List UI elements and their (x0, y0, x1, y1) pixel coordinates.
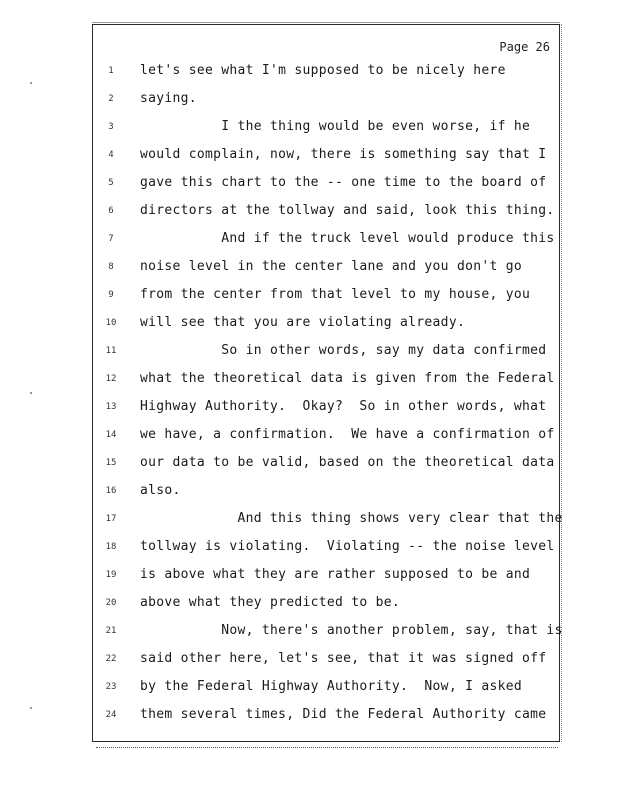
line-text: gave this chart to the -- one time to the board of (140, 175, 547, 190)
transcript-line (0, 539, 618, 570)
transcript-line (0, 483, 618, 514)
line-text: saying. (140, 91, 197, 106)
line-number: 24 (105, 710, 117, 720)
line-number: 22 (105, 654, 117, 664)
line-text: our data to be valid, based on the theoretical data (140, 455, 555, 470)
bottom-rule (96, 747, 558, 749)
transcript-line (0, 91, 618, 122)
line-number: 11 (105, 346, 117, 356)
line-number: 17 (105, 514, 117, 524)
transcript-line (0, 343, 618, 374)
transcript-line (0, 147, 618, 178)
line-text: them several times, Did the Federal Authority came (140, 707, 547, 722)
line-number: 5 (108, 178, 114, 188)
line-number: 18 (105, 542, 117, 552)
line-text: So in other words, say my data confirmed (140, 343, 547, 358)
line-number: 10 (105, 318, 117, 328)
line-number: 19 (105, 570, 117, 580)
line-text: by the Federal Highway Authority. Now, I asked (140, 679, 522, 694)
page-number: Page 26 (499, 40, 550, 54)
transcript-line (0, 623, 618, 654)
scan-speck (30, 707, 32, 709)
line-text: what the theoretical data is given from the Federal (140, 371, 555, 386)
transcript-line (0, 651, 618, 682)
transcript-line (0, 427, 618, 458)
line-text: will see that you are violating already. (140, 315, 466, 330)
line-number: 9 (108, 290, 114, 300)
line-number: 6 (108, 206, 114, 216)
line-text: directors at the tollway and said, look this thing. (140, 203, 555, 218)
line-number: 7 (108, 234, 114, 244)
line-number: 15 (105, 458, 117, 468)
line-text: noise level in the center lane and you don't go (140, 259, 522, 274)
line-number: 12 (105, 374, 117, 384)
transcript-line (0, 231, 618, 262)
transcript-line (0, 203, 618, 234)
line-number: 4 (108, 150, 114, 160)
transcript-line (0, 595, 618, 626)
scan-speck (30, 392, 32, 394)
transcript-line (0, 399, 618, 430)
transcript-line (0, 511, 618, 542)
line-text: above what they predicted to be. (140, 595, 401, 610)
top-rule (92, 22, 560, 23)
scan-speck (30, 82, 32, 84)
line-number: 23 (105, 682, 117, 692)
line-text: from the center from that level to my house, you (140, 287, 531, 302)
transcript-line (0, 371, 618, 402)
line-text: And this thing shows very clear that the (140, 511, 563, 526)
transcript-line (0, 567, 618, 598)
line-text: Highway Authority. Okay? So in other words, what (140, 399, 547, 414)
line-text: is above what they are rather supposed to be and (140, 567, 531, 582)
line-text: we have, a confirmation. We have a confirmation of (140, 427, 555, 442)
transcript-line (0, 63, 618, 94)
line-text: would complain, now, there is something say that I (140, 147, 547, 162)
transcript-line (0, 679, 618, 710)
transcript-line (0, 287, 618, 318)
line-number: 16 (105, 486, 117, 496)
transcript-line (0, 119, 618, 150)
line-text: also. (140, 483, 181, 498)
line-text: Now, there's another problem, say, that is (140, 623, 563, 638)
line-number: 3 (108, 122, 114, 132)
line-number: 1 (108, 66, 114, 76)
line-text: let's see what I'm supposed to be nicely here (140, 63, 506, 78)
transcript-line (0, 259, 618, 290)
line-text: tollway is violating. Violating -- the noise level (140, 539, 555, 554)
line-text: I the thing would be even worse, if he (140, 119, 531, 134)
line-number: 8 (108, 262, 114, 272)
line-text: said other here, let's see, that it was signed off (140, 651, 547, 666)
line-number: 14 (105, 430, 117, 440)
transcript-line (0, 315, 618, 346)
line-text: And if the truck level would produce this (140, 231, 555, 246)
transcript-line (0, 707, 618, 738)
line-number: 2 (108, 94, 114, 104)
line-number: 21 (105, 626, 117, 636)
line-number: 20 (105, 598, 117, 608)
transcript-line (0, 455, 618, 486)
transcript-line (0, 175, 618, 206)
line-number: 13 (105, 402, 117, 412)
